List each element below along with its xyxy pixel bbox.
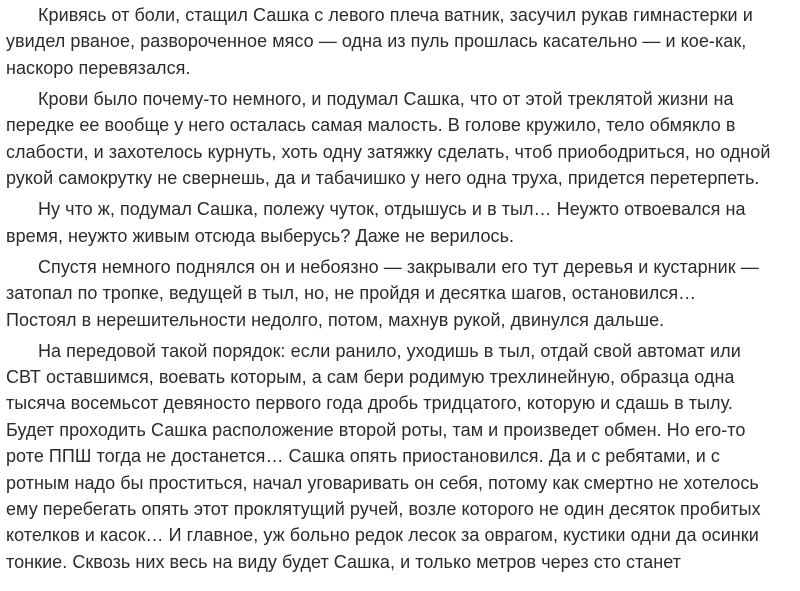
text-line: роте ППШ тогда не достанется… Сашка опять приостановился. Да и с ребятами, и с [6,446,720,467]
text-line: СВТ оставшимся, воевать которым, а сам бери родимую трехлинейную, образца одна [6,367,735,388]
text-line: Кривясь от боли, стащил Сашка с левого плеча ватник, засучил рукав гимнастерки и [38,5,753,25]
text-line: котелков и касок… И главное, уж больно редок лесок за оврагом, кустики одни да осинки [6,525,759,546]
paragraph-5 [6,338,798,576]
text-line: увидел рваное, развороченное мясо — одна из пуль прошлась касательно — и кое-как, [6,31,747,52]
paragraph-1 [6,2,798,81]
text-line: Постоял в нерешительности недолго, потом, махнув рукой, двинулся дальше. [6,309,665,330]
text-line: время, неужто живым отсюда выберусь? Даже не верилось. [6,225,515,246]
document-text [6,2,798,580]
text-line: тонкие. Сквозь них весь на виду будет Сашка, и только метров через сто станет [6,551,681,572]
text-line: передке ее вообще у него осталась самая малость. В голове кружило, тело обмякло в [6,115,736,136]
paragraph-4 [6,254,798,333]
paragraph-2 [6,86,798,192]
text-line: Будет проходить Сашка расположение второй роты, там и произведет обмен. Но его-то [6,419,746,440]
text-line: Крови было почему-то немного, и подумал Сашка, что от этой треклятой жизни на [38,88,734,109]
text-line: затопал по тропке, ведущей в тыл, но, не пройдя и десятка шагов, остановился… [6,283,697,304]
text-line: Спустя немного поднялся он и небоязно — закрывали его тут деревья и кустарник — [38,256,759,277]
text-line: рукой самокрутку не свернешь, да и табачишко у него одна труха, придется перетерпеть. [6,168,760,189]
text-line: Ну что ж, подумал Сашка, полежу чуток, отдышусь и в тыл… Неужто отвоевался на [38,199,746,220]
text-line: ротным надо бы проститься, начал уговаривать он себя, потому как смертно не хотелось [6,472,759,493]
text-line: На передовой такой порядок: если ранило, уходишь в тыл, отдай свой автомат или [38,340,741,361]
paragraph-3 [6,196,798,249]
text-line: слабости, и захотелось курнуть, хоть одну затяжку сделать, чтоб приободриться, но одной [6,141,771,162]
text-line: ему перебегать опять этот проклятущий ручей, возле которого не один десяток пробитых [6,499,761,520]
text-line: тысяча восемьсот девяносто первого года дробь тридцатого, которую и сдашь в тылу. [6,393,733,414]
text-line: наскоро перевязался. [6,57,191,78]
